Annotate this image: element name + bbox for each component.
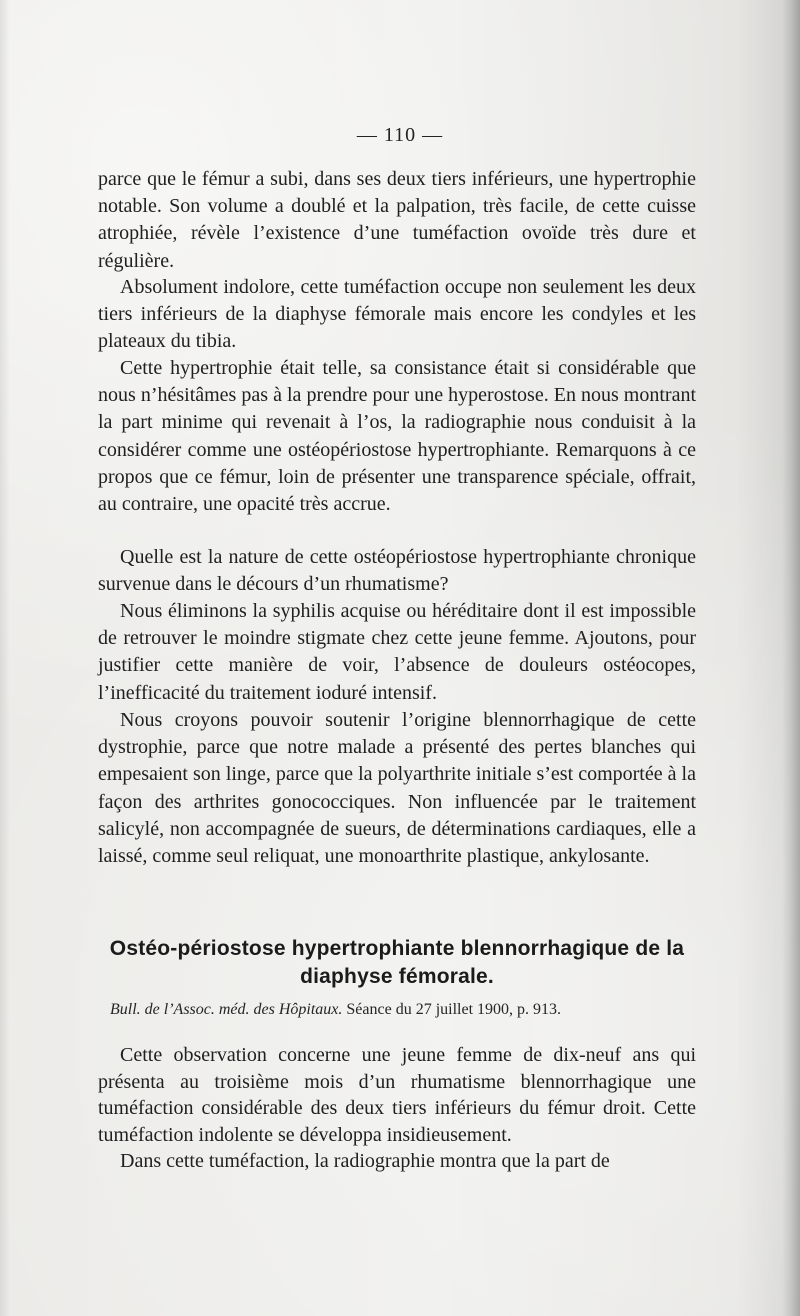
bibliographic-reference xyxy=(110,999,696,1021)
paragraph-5: Nous éliminons la syphilis acquise ou héréditaire dont il est impossible de retrouver le moindre stigmate chez cette jeune femme. Ajoutons, pour justifier cette manière de voir, l’absence de douleurs ostéocopes, l’inefficacité du traitement ioduré intensif. xyxy=(98,600,696,704)
section-paragraph-2: Dans cette tuméfaction, la radiographie montra que la part de xyxy=(120,1150,610,1172)
section-heading: Ostéo-périostose hypertrophiante blennorrhagique de la diaphyse fémorale. xyxy=(109,937,685,988)
paragraph-2: Absolument indolore, cette tuméfaction occupe non seulement les deux tiers inférieurs de la diaphyse fémorale mais encore les condyles et les plateaux du tibia. xyxy=(98,276,696,353)
reference-details: Séance du 27 juillet 1900, p. 913. xyxy=(342,1001,562,1018)
paragraph-3: Cette hypertrophie était telle, sa consistance était si considérable que nous n’hésitâmes pas à la prendre pour une hyperostose. En nous montrant la part minime qui revenait à l’os, la radiographie nous conduisit à la considérer comme une ostéopériostose hypertrophiante. Remarquons à ce propos que ce fémur, loin de présenter une transparence spéciale, offrait, au contraire, une opacité très accrue. xyxy=(98,357,696,516)
paragraph-4: Quelle est la nature de cette ostéopériostose hypertrophiante chronique survenue dans le décours d’un rhumatisme? xyxy=(98,546,696,596)
page-number: — 110 — xyxy=(356,124,444,146)
page-edge-shadow xyxy=(782,0,800,1316)
page-fold-shadow xyxy=(0,0,10,1316)
paragraph-1: parce que le fémur a subi, dans ses deux tiers inférieurs, une hypertrophie notable. Son volume a doublé et la palpation, très facile, de cette cuisse atrophiée, révèle l’existence d’une tuméfaction ovoïde très dure et régulière. xyxy=(98,168,696,272)
section-paragraph-1: Cette observation concerne une jeune femme de dix-neuf ans qui présenta au troisième mois d’un rhumatisme blennorrhagique une tuméfaction considérable des deux tiers inférieurs du fémur droit. Cette tuméfaction indolente se développa insidieusement. xyxy=(98,1044,696,1146)
reference-journal: Bull. de l’Assoc. méd. des Hôpitaux. xyxy=(110,1001,343,1018)
paragraph-6: Nous croyons pouvoir soutenir l’origine blennorrhagique de cette dystrophie, parce que notre malade a présenté des pertes blanches qui empesaient son linge, parce que la polyarthrite initiale s’est comportée à la façon des arthrites gonococciques. Non influencée par le traitement salicylé, non accompagnée de sueurs, de déterminations cardiaques, elle a laissé, comme seul reliquat, une monoarthrite plastique, ankylosante. xyxy=(98,709,696,868)
